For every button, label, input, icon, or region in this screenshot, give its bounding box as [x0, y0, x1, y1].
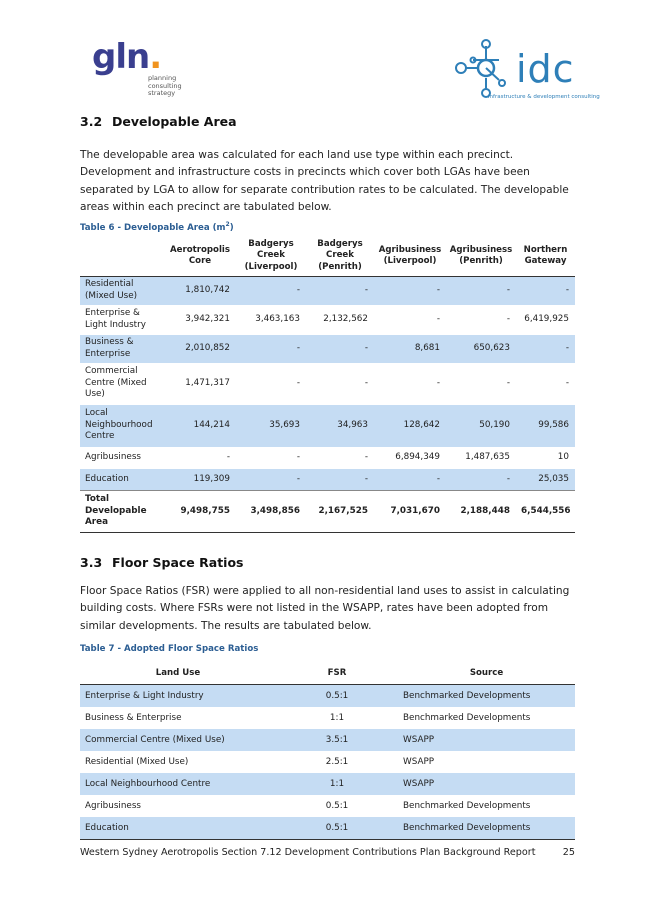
table-cell: -: [436, 377, 440, 388]
table-cell: -: [236, 335, 306, 363]
source-cell: Benchmarked Developments: [398, 817, 575, 840]
row-label: Enterprise & Light Industry: [85, 308, 146, 330]
table-row: [80, 277, 575, 305]
table-row: [80, 685, 575, 708]
developable-area-table: [80, 236, 575, 533]
idc-logo: idc: [516, 47, 575, 91]
table-cell: -: [236, 277, 306, 305]
column-header: Badgerys Creek (Penrith): [317, 238, 363, 272]
column-header: Northern Gateway: [523, 244, 568, 266]
paragraph-developable-area: The developable area was calculated for each land use type within each precinct. Development and infrastructure costs in precincts which cover both LGAs have been separated by LGA to allow for separate contribution rates to be calculated. The developable areas within each precinct are tabulated below.: [80, 149, 569, 214]
table-cell: 650,623: [446, 335, 516, 363]
column-header: [80, 236, 164, 277]
source-cell: WSAPP: [398, 773, 575, 795]
row-label: Business & Enterprise: [80, 335, 164, 363]
section-heading-3-2: 3.2 Developable Area: [80, 114, 237, 129]
gln-logo: gln.: [92, 37, 162, 77]
idc-network-icon: [455, 38, 517, 100]
column-header: Badgerys Creek (Liverpool): [244, 238, 298, 272]
table-row: [80, 707, 575, 729]
table7-caption: Table 7 - Adopted Floor Space Ratios: [80, 644, 259, 654]
fsr-cell: 1:1: [276, 773, 398, 795]
table-cell: 3,463,163: [255, 313, 300, 324]
fsr-cell: 3.5:1: [276, 729, 398, 751]
table-cell: -: [364, 451, 368, 462]
table-row: [80, 363, 575, 405]
table-cell: 2,010,852: [164, 335, 236, 363]
table-cell: -: [516, 277, 575, 305]
table-row: [80, 405, 575, 447]
column-header: Aerotropolis Core: [170, 244, 230, 266]
table-cell: -: [236, 469, 306, 491]
floor-space-ratio-table: [80, 662, 575, 840]
row-label: Total Developable Area: [80, 491, 164, 533]
source-cell: Benchmarked Developments: [403, 801, 531, 811]
page-footer: [80, 847, 575, 858]
fsr-cell: 0.5:1: [325, 801, 349, 811]
table-cell: -: [374, 277, 446, 305]
fsr-cell: 1:1: [329, 713, 345, 723]
table6-caption: Table 6 - Developable Area $(m^2)$: [80, 221, 234, 233]
table-cell: 10: [557, 451, 569, 462]
column-header: Land Use: [80, 662, 276, 685]
column-header: Agribusiness (Penrith): [449, 244, 513, 266]
row-label: Education: [80, 469, 164, 491]
table-cell: -: [565, 377, 569, 388]
table-cell: -: [506, 377, 510, 388]
row-label: Local Neighbourhood Centre: [80, 405, 164, 447]
table-cell: -: [364, 377, 368, 388]
table-cell: -: [506, 313, 510, 324]
table-cell: 3,498,856: [236, 491, 306, 533]
table-row: [80, 469, 575, 491]
section-heading-3-3: 3.3 Floor Space Ratios: [80, 555, 244, 570]
table-row: [80, 817, 575, 840]
table-row: [80, 795, 575, 817]
land-use-cell: Local Neighbourhood Centre: [80, 773, 276, 795]
table-cell: 2,132,562: [323, 313, 368, 324]
column-header: Source: [398, 662, 575, 685]
table-cell: 50,190: [446, 405, 516, 447]
gln-logo-tagline: planning consulting strategy: [148, 74, 182, 97]
table-cell: -: [446, 277, 516, 305]
table-cell: 1,810,742: [164, 277, 236, 305]
table-cell: -: [516, 335, 575, 363]
page-number: 25: [562, 847, 575, 858]
table-cell: 34,963: [306, 405, 374, 447]
table-cell: 119,309: [164, 469, 236, 491]
table-cell: -: [296, 377, 300, 388]
table-cell: -: [296, 451, 300, 462]
table-header-row: [80, 236, 575, 277]
source-cell: WSAPP: [403, 757, 435, 767]
source-cell: Benchmarked Developments: [398, 685, 575, 708]
table-row: [80, 335, 575, 363]
table-cell: -: [226, 451, 230, 462]
fsr-cell: 0.5:1: [276, 685, 398, 708]
fsr-cell: 2.5:1: [325, 757, 349, 767]
table-cell: 6,544,556: [516, 491, 575, 533]
table-cell: 6,419,925: [524, 313, 569, 324]
row-label: Residential (Mixed Use): [80, 277, 164, 305]
table-cell: -: [374, 469, 446, 491]
table-row: [80, 305, 575, 335]
column-header: Agribusiness (Liverpool): [378, 244, 442, 266]
row-label: Commercial Centre (Mixed Use): [85, 366, 147, 400]
table-cell: 6,894,349: [395, 451, 440, 462]
table-cell: -: [306, 335, 374, 363]
idc-logo-tagline: infrastructure & development consulting: [488, 94, 600, 100]
table-cell: 8,681: [374, 335, 446, 363]
total-row: [80, 491, 575, 533]
table-row: [80, 447, 575, 469]
table-cell: -: [306, 469, 374, 491]
table-cell: 35,693: [236, 405, 306, 447]
table-header-row: [80, 662, 575, 685]
table-cell: 25,035: [516, 469, 575, 491]
table-cell: 144,214: [164, 405, 236, 447]
table-cell: -: [306, 277, 374, 305]
table-row: [80, 773, 575, 795]
footer-title: Western Sydney Aerotropolis Section 7.12 Development Contributions Plan Background Report: [80, 847, 536, 858]
land-use-cell: Enterprise & Light Industry: [80, 685, 276, 708]
table-cell: 1,471,317: [185, 377, 230, 388]
table-cell: 128,642: [374, 405, 446, 447]
fsr-cell: 0.5:1: [276, 817, 398, 840]
table-row: [80, 751, 575, 773]
land-use-cell: Education: [80, 817, 276, 840]
table-cell: 7,031,670: [374, 491, 446, 533]
table-cell: 3,942,321: [185, 313, 230, 324]
table-cell: -: [436, 313, 440, 324]
land-use-cell: Residential (Mixed Use): [85, 757, 189, 767]
row-label: Agribusiness: [85, 451, 142, 462]
land-use-cell: Commercial Centre (Mixed Use): [80, 729, 276, 751]
table-cell: 1,487,635: [465, 451, 510, 462]
source-cell: WSAPP: [398, 729, 575, 751]
table-row: [80, 729, 575, 751]
table-cell: 9,498,755: [164, 491, 236, 533]
table-cell: -: [446, 469, 516, 491]
column-header: FSR: [276, 662, 398, 685]
table-cell: 99,586: [516, 405, 575, 447]
table-cell: 2,167,525: [306, 491, 374, 533]
paragraph-floor-space-ratios: Floor Space Ratios (FSR) were applied to all non-residential land uses to assist in calculating building costs. Where FSRs were not listed in the WSAPP, rates have been adopted from similar developments. The results are tabulated below.: [80, 585, 570, 632]
source-cell: Benchmarked Developments: [403, 713, 531, 723]
land-use-cell: Agribusiness: [85, 801, 142, 811]
table-cell: 2,188,448: [446, 491, 516, 533]
land-use-cell: Business & Enterprise: [85, 713, 182, 723]
